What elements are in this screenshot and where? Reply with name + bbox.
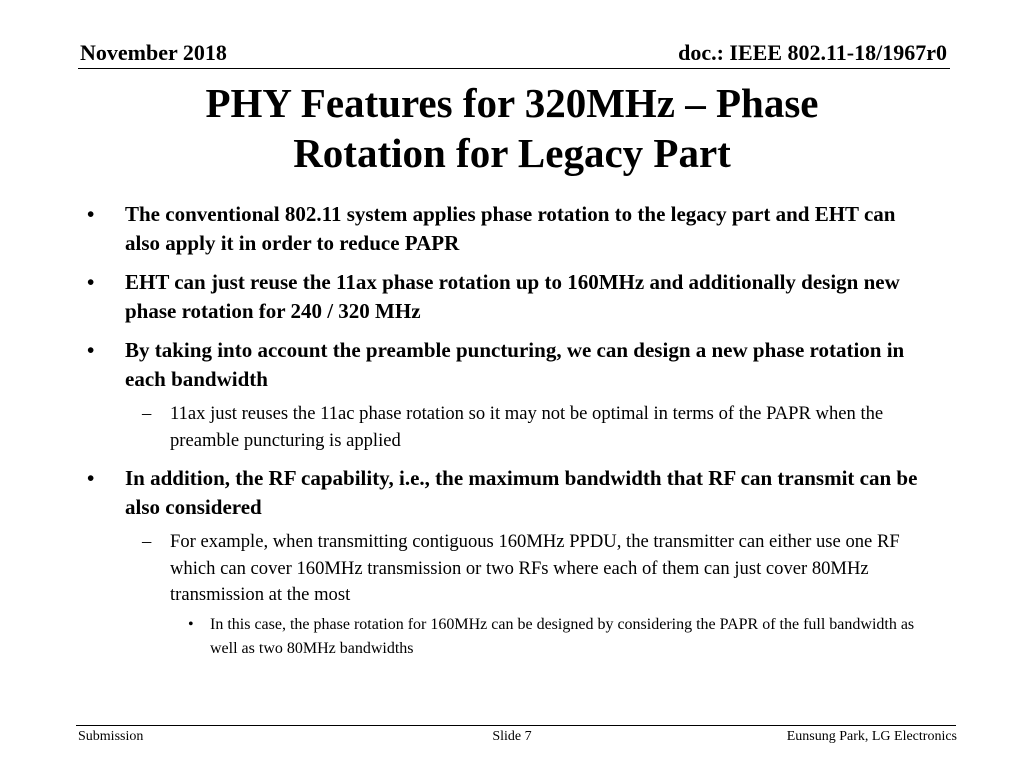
sub-bullet-item xyxy=(142,401,945,454)
bullet-item xyxy=(87,464,925,522)
header-date: November 2018 xyxy=(80,40,227,65)
sub-bullet-text: For example, when transmitting contiguous 160MHz PPDU, the transmitter can either use one RF which can cover 160MHz transmission or two RFs where each of them can just cover 80MHz transmission at the most xyxy=(170,531,900,605)
header-doc-id: doc.: IEEE 802.11-18/1967r0 xyxy=(678,40,947,65)
bullet-marker-icon: • xyxy=(87,338,95,362)
bullet-text: EHT can just reuse the 11ax phase rotation up to 160MHz and additionally design new phase rotation for 240 / 320 MHz xyxy=(125,270,900,323)
header-divider xyxy=(78,68,950,69)
bullet-text: In addition, the RF capability, i.e., the maximum bandwidth that RF can transmit can be also considered xyxy=(125,466,918,519)
bullet-marker-icon: • xyxy=(87,202,95,226)
slide-title-line-2: Rotation for Legacy Part xyxy=(293,130,731,176)
footer-author: Eunsung Park, LG Electronics xyxy=(786,729,957,744)
bullet-item xyxy=(87,268,925,326)
slide-title xyxy=(80,78,944,178)
bullet-marker-icon: • xyxy=(87,466,95,490)
sub-bullet-item xyxy=(142,529,945,609)
footer-slide-number: Slide 7 xyxy=(492,729,532,744)
bullet-marker-icon: • xyxy=(188,615,194,633)
sub-bullet-text: 11ax just reuses the 11ac phase rotation so it may not be optimal in terms of the PAPR when the preamble puncturing is applied xyxy=(170,403,884,451)
sub-sub-bullet-item xyxy=(188,613,930,661)
footer-submission: Submission xyxy=(78,729,144,744)
slide-body xyxy=(0,200,1024,671)
bullet-marker-icon: • xyxy=(87,270,95,294)
dash-marker-icon: – xyxy=(142,531,152,552)
bullet-item xyxy=(87,336,925,394)
slide-title-line-1: PHY Features for 320MHz – Phase xyxy=(205,80,819,126)
sub-sub-bullet-text: In this case, the phase rotation for 160MHz can be designed by considering the PAPR of the full bandwidth as well as two 80MHz bandwidths xyxy=(210,615,915,657)
bullet-text: By taking into account the preamble puncturing, we can design a new phase rotation in each bandwidth xyxy=(125,338,905,391)
bullet-item xyxy=(87,200,925,258)
footer-divider xyxy=(76,725,956,726)
bullet-text: The conventional 802.11 system applies phase rotation to the legacy part and EHT can also apply it in order to reduce PAPR xyxy=(125,202,896,255)
dash-marker-icon: – xyxy=(142,403,152,424)
